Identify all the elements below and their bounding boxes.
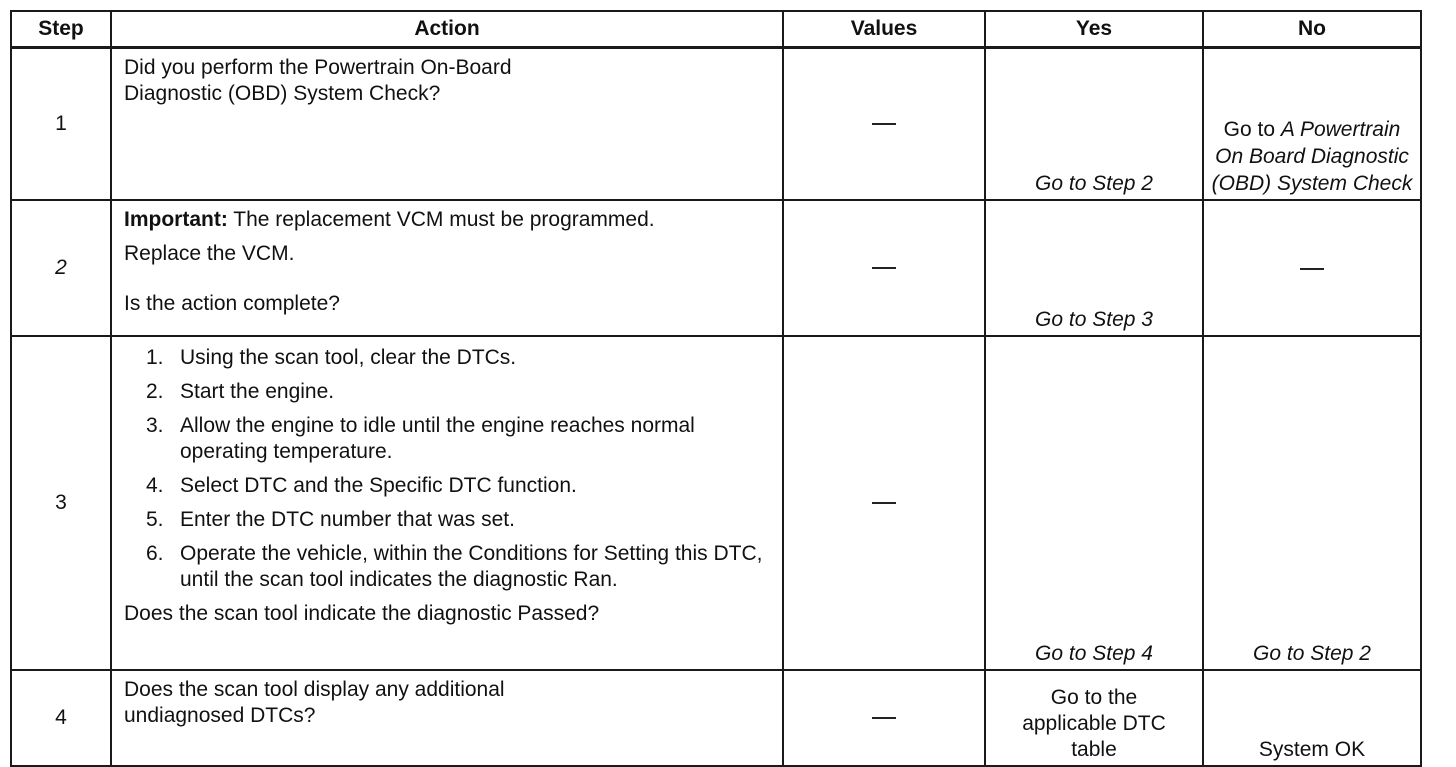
action-question: Is the action complete? [124, 292, 340, 315]
table-row [11, 336, 1421, 670]
action-cell [111, 336, 783, 670]
action-cell [111, 200, 783, 336]
no-cell [1203, 336, 1421, 670]
yes-link[interactable]: Go to Step 2 [1035, 172, 1153, 195]
list-item: 6. Operate the vehicle, within the Conditions for Setting this DTC, until the scan tool indicates the diagnostic Ran. [146, 542, 763, 591]
action-cell [111, 48, 783, 201]
action-text: Did you perform the Powertrain On-Board [124, 56, 512, 79]
step-number: 2 [11, 200, 111, 336]
action-text: Does the scan tool display any additional [124, 678, 505, 701]
action-text: Diagnostic (OBD) System Check? [124, 82, 441, 105]
yes-cell [985, 336, 1203, 670]
header-no: No [1203, 11, 1421, 48]
action-text: Replace the VCM. [124, 242, 295, 265]
step-number: 1 [11, 48, 111, 201]
list-item: 3. Allow the engine to idle until the engine reaches normal operating temperature. [146, 414, 695, 463]
yes-link[interactable]: Go to Step 3 [1035, 308, 1153, 331]
dash-icon [872, 717, 896, 719]
values-cell [783, 200, 985, 336]
yes-link[interactable]: Go to the applicable DTC table [1022, 686, 1166, 761]
important-text: The replacement VCM must be programmed. [227, 208, 655, 231]
yes-cell [985, 200, 1203, 336]
no-cell [1203, 670, 1421, 766]
list-item: 1. Using the scan tool, clear the DTCs. [146, 346, 517, 369]
yes-cell [985, 48, 1203, 201]
values-cell [783, 48, 985, 201]
important-note [124, 207, 772, 233]
no-link[interactable]: A Powertrain On Board Diagnostic (OBD) System Check [1211, 118, 1413, 195]
action-text: undiagnosed DTCs? [124, 704, 316, 727]
diagnostic-table-sheet [10, 10, 1420, 767]
no-prefix: Go to [1223, 118, 1276, 141]
dash-icon [872, 123, 896, 125]
values-cell [783, 336, 985, 670]
list-item: 4. Select DTC and the Specific DTC function. [146, 474, 577, 497]
header-row [11, 11, 1421, 48]
dash-icon [872, 267, 896, 269]
important-label: Important: [124, 208, 228, 231]
header-yes: Yes [985, 11, 1203, 48]
list-item: 5. Enter the DTC number that was set. [146, 508, 515, 531]
header-values: Values [783, 11, 985, 48]
dash-icon [1300, 268, 1324, 270]
step-number: 4 [11, 670, 111, 766]
no-text: System OK [1258, 738, 1366, 761]
yes-link[interactable]: Go to Step 4 [1035, 642, 1153, 665]
header-step: Step [11, 11, 111, 48]
table-row [11, 48, 1421, 201]
header-action: Action [111, 11, 783, 48]
no-cell [1203, 48, 1421, 201]
table-row [11, 200, 1421, 336]
step-number: 3 [11, 336, 111, 670]
values-cell [783, 670, 985, 766]
diagnostic-table [10, 10, 1422, 767]
no-link[interactable]: Go to Step 2 [1253, 642, 1371, 665]
no-cell [1203, 200, 1421, 336]
substep-list [124, 345, 772, 593]
action-cell [111, 670, 783, 766]
yes-cell [985, 670, 1203, 766]
dash-icon [872, 502, 896, 504]
table-row [11, 670, 1421, 766]
list-item: 2. Start the engine. [146, 380, 335, 403]
action-question: Does the scan tool indicate the diagnostic Passed? [124, 602, 600, 625]
